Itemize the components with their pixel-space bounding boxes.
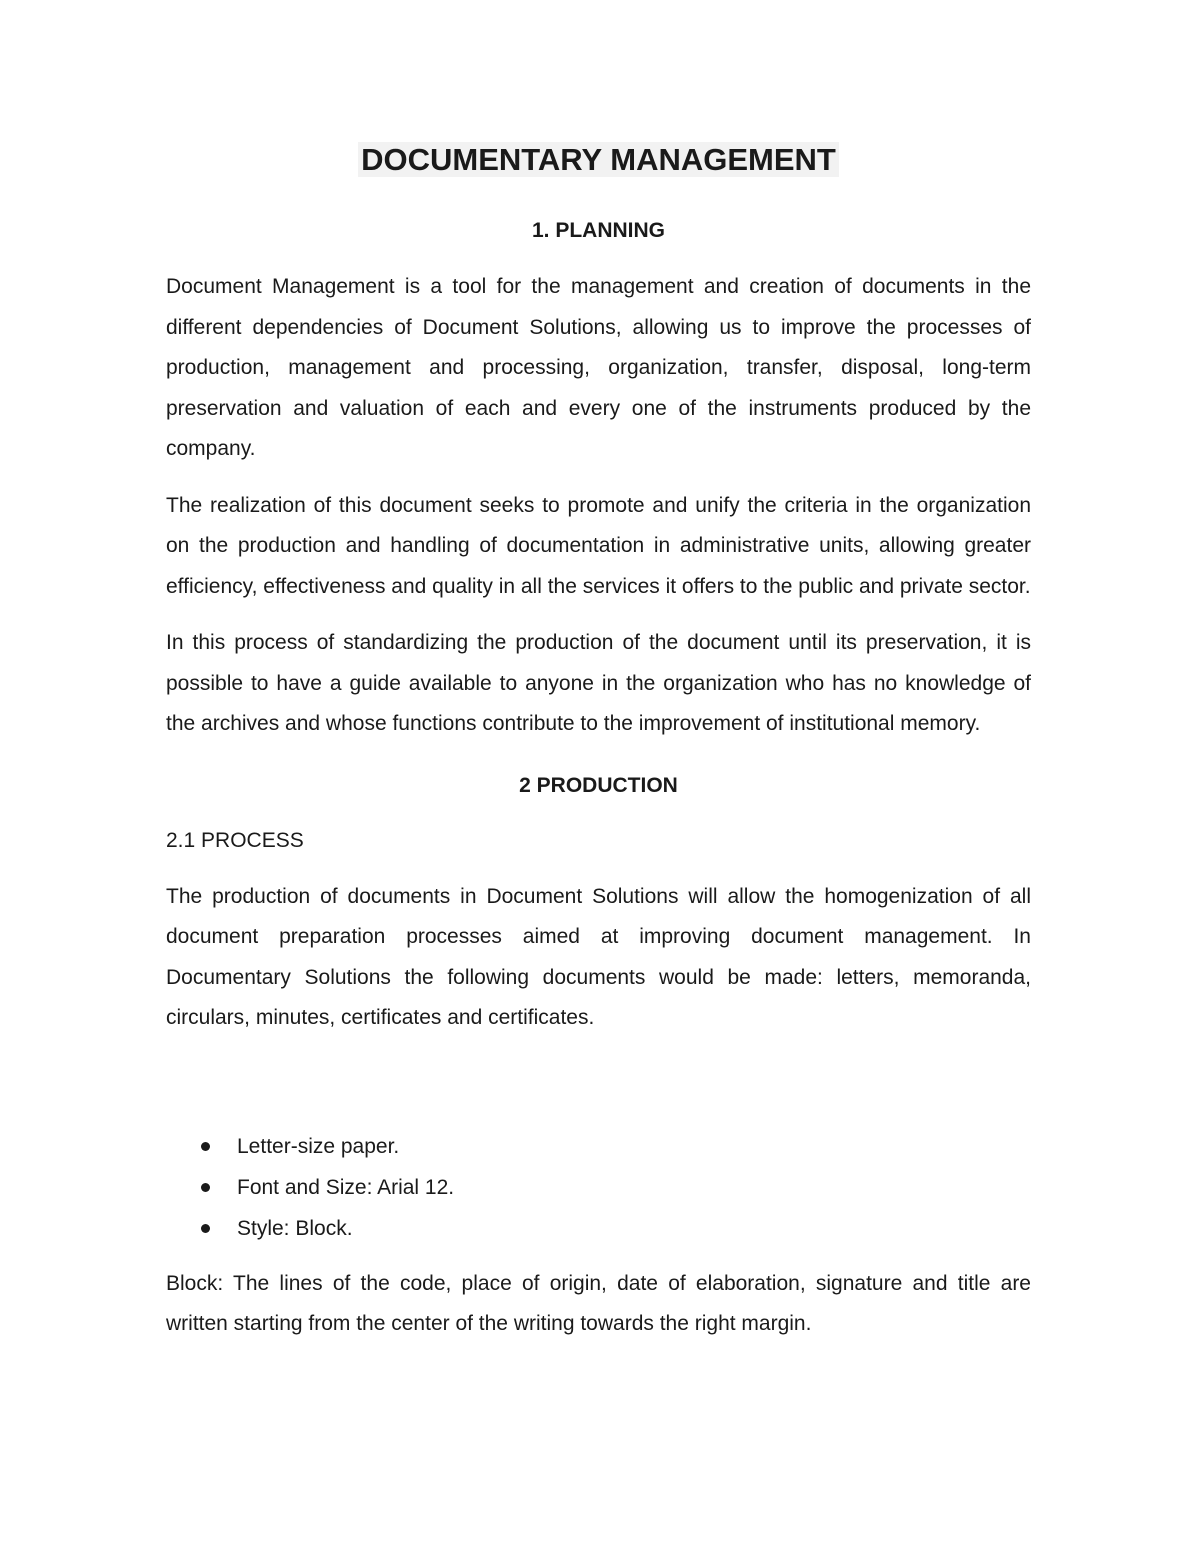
paragraph-planning-3: In this process of standardizing the production of the document until its preservation, it is possible to have a guide available to anyone in the organization who has no knowledge of the archives and whose functions contribute to the improvement of institutional memory. [166,631,1031,735]
paragraph-planning-1: Document Management is a tool for the management and creation of documents in the different dependencies of Document Solutions, allowing us to improve the processes of production, management and processing, organization, transfer, disposal, long-term preservation and valuation of each and every one of the instruments produced by the company. [166,275,1031,460]
list-item [200,1126,1031,1167]
section-heading-production: 2 PRODUCTION [519,773,678,797]
format-bullet-list [166,1126,1031,1249]
document-title-text: DOCUMENTARY MANAGEMENT [358,142,839,177]
subheading-process: 2.1 PROCESS [166,828,304,852]
list-item-text: Style: Block. [237,1216,353,1240]
list-item-text: Letter-size paper. [237,1134,400,1158]
paragraph-planning-2: The realization of this document seeks to promote and unify the criteria in the organization on the production and handling of documentation in administrative units, allowing greater efficiency, effectiveness and quality in all the services it offers to the public and private sector. [166,493,1031,598]
document-body [166,138,1031,1345]
bullet-icon [201,1224,210,1233]
document-title [166,138,1031,182]
bullet-icon [201,1183,210,1192]
list-item-text: Font and Size: Arial 12. [237,1175,455,1199]
paragraph-block-definition: Block: The lines of the code, place of origin, date of elaboration, signature and title are written starting from the center of the writing towards the right margin. [166,1271,1031,1335]
list-item [200,1167,1031,1208]
list-item [200,1208,1031,1249]
paragraph-production-1: The production of documents in Document Solutions will allow the homogenization of all document preparation processes aimed at improving document management. In Documentary Solutions the following documents would be made: letters, memoranda, circulars, minutes, certificates and certificates. [166,884,1031,1029]
section-heading-planning: 1. PLANNING [531,219,665,242]
bullet-icon [201,1142,210,1151]
